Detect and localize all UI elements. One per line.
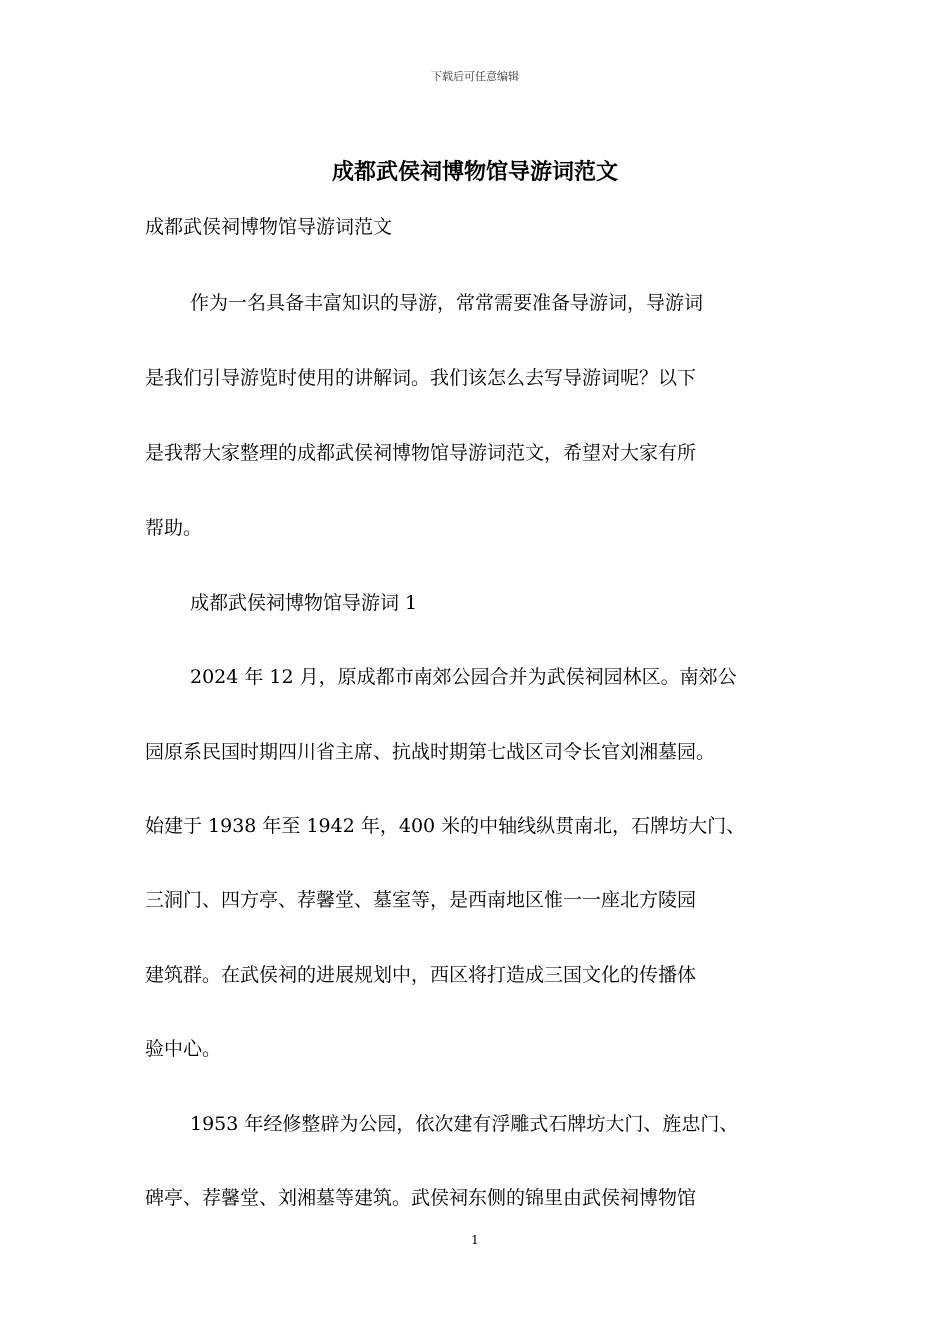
paragraph-line: 碑亭、荐馨堂、刘湘墓等建筑。武侯祠东侧的锦里由武侯祠博物馆 bbox=[145, 1187, 697, 1209]
paragraph-line: 验中心。 bbox=[145, 1038, 222, 1060]
intro-line: 是我们引导游览时使用的讲解词。我们该怎么去写导游词呢？以下 bbox=[145, 367, 697, 389]
document-title: 成都武侯祠博物馆导游词范文 bbox=[331, 159, 618, 185]
intro-line: 是我帮大家整理的成都武侯祠博物馆导游词范文，希望对大家有所 bbox=[145, 442, 697, 464]
header-note: 下载后可任意编辑 bbox=[431, 70, 519, 83]
paragraph-line: 三洞门、四方亭、荐馨堂、墓室等，是西南地区惟一一座北方陵园 bbox=[145, 889, 697, 911]
page-number: 1 bbox=[471, 1233, 479, 1247]
section-heading: 成都武侯祠博物馆导游词 1 bbox=[190, 592, 418, 614]
document-subtitle: 成都武侯祠博物馆导游词范文 bbox=[145, 216, 393, 238]
paragraph-line: 1953 年经修整辟为公园，依次建有浮雕式石牌坊大门、旌忠门、 bbox=[190, 1113, 739, 1135]
paragraph-line: 始建于 1938 年至 1942 年，400 米的中轴线纵贯南北，石牌坊大门、 bbox=[145, 815, 746, 837]
intro-line: 作为一名具备丰富知识的导游，常常需要准备导游词，导游词 bbox=[190, 292, 704, 314]
intro-line: 帮助。 bbox=[145, 517, 203, 539]
paragraph-line: 2024 年 12 月，原成都市南郊公园合并为武侯祠园林区。南郊公 bbox=[190, 666, 737, 688]
paragraph-line: 园原系民国时期四川省主席、抗战时期第七战区司令长官刘湘墓园。 bbox=[145, 741, 716, 763]
paragraph-line: 建筑群。在武侯祠的进展规划中，西区将打造成三国文化的传播体 bbox=[145, 964, 697, 986]
